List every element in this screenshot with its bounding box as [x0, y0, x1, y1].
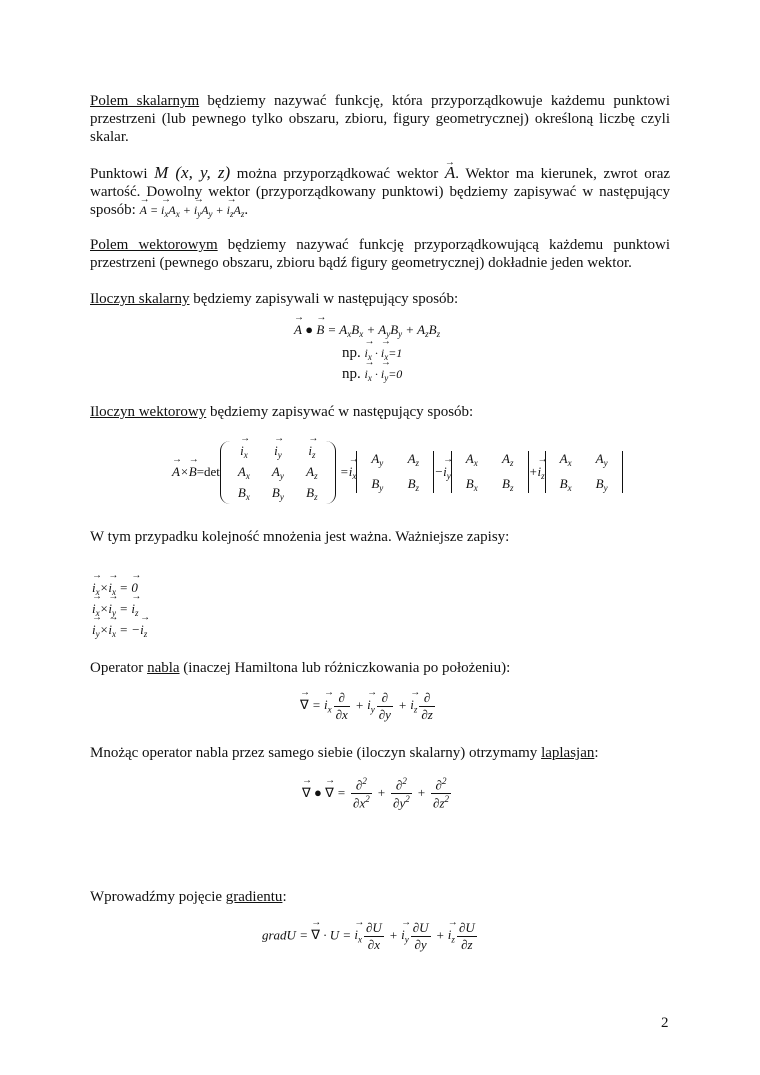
point-m: M (x, y, z) [154, 163, 231, 182]
dot-product-formula: → A ● → $B = A_xB_x + A_yB_y + A_zB_z$ [294, 322, 440, 339]
dot-product-term: Iloczyn skalarny [90, 291, 190, 307]
nabla-paragraph [90, 659, 670, 677]
det-label: =det [196, 464, 220, 479]
p8-a: Mnożąc operator nabla przez samego siebie (iloczyn skalarny) otrzymamy [90, 745, 542, 761]
p9-b: : [282, 889, 287, 905]
minor-y: $A_x$ $A_z$ $B_x$ $B_z$ [451, 451, 529, 493]
dot-example-1: np. → $i_x$ · → $i_x=1$ [342, 345, 402, 362]
p7-a: Operator [90, 660, 148, 676]
dot-product-paragraph [90, 290, 670, 308]
vector-a: → A [445, 164, 455, 182]
p8-b: : [594, 745, 599, 761]
cross-product-paragraph [90, 403, 670, 421]
vector-field-text: będziemy nazywać funkcję przyporządkowującą każdemu punktowi przestrzeni (pewnego obszaru, zbioru bądź figury geometrycznej) dokładnie jeden wektor. [90, 237, 670, 271]
scalar-field-text: będziemy nazywać funkcję, która przyporządkowuje każdemu punktowi przestrzeni (lub pewnego tylko obszaru, zbioru, figury geometrycznej) określoną liczbę czyli skalar. [90, 93, 670, 145]
p7-b: (inaczej Hamiltona lub różniczkowania po położeniu): [179, 660, 511, 676]
vector-paragraph: Punktowi M (x, y, z) można przyporządkować wektor → A. Wektor ma kierunek, zwrot oraz wartość. Dowolny wektor (przyporządkowany punktowi) będziemy zapisywać w następujący sposób: → A = → $i_xA_x$ + → $i_yA_y$ + → $i_zA_z$. [90, 164, 670, 223]
cross-product-term: Iloczyn wektorowy [90, 404, 207, 420]
vector-decomposition-formula: → A = → $i_xA_x$ + → $i_yA_y$ + → $i_zA_z$ [140, 203, 245, 217]
p9-a: Wprowadźmy pojęcie [90, 889, 226, 905]
minor-x: $A_y$ $A_z$ $B_y$ $B_z$ [356, 451, 434, 493]
gradient-formula: gradU = → ∇ · U = → $i_x$ $\frac{\partial U}{\partial x}$ + → $i_y$ $\frac{\partial U}{\partial y}$ + → $i_z$ $\frac{\partial U}{\partial z}$ [262, 920, 479, 953]
p2-b: można przyporządkować wektor [230, 166, 445, 182]
dot-product-text: będziemy zapisywali w następujący sposób: [189, 291, 459, 307]
laplacian-term: laplasjan [541, 745, 595, 761]
cross-identity-3: → $i_y\times\to i_x$ = −→ $i_z$ [92, 622, 147, 639]
vector-field-paragraph [90, 236, 670, 272]
cross-identity-2: → $i_x\times\to i_y$ = → $i_z$ [92, 601, 138, 618]
gradient-term: gradientu [225, 889, 283, 905]
laplacian-paragraph [90, 744, 670, 762]
p2-c: . Wektor ma kierunek, zwrot oraz wartość. Dowolny wektor (przyporządkowany punktowi) będziemy zapisywać w następujący sposób: [90, 166, 671, 218]
result-zero: =0 [388, 367, 403, 381]
vector-field-term: Polem wektorowym [90, 237, 218, 253]
np-label-2: np. [342, 366, 361, 382]
order-paragraph [90, 528, 670, 546]
cross-product-text: będziemy zapisywać w następujący sposób: [206, 404, 474, 420]
nabla-term: nabla [147, 660, 180, 676]
minor-z: $A_x$ $A_y$ $B_x$ $B_y$ [545, 451, 623, 493]
cross-product-formula: → A×→ B =det → $i_x$ → $i_y$ → $i_z$ $A_x$ $A_y$ $A_z$ $B_x$ $B_y$ $B_z$ =→ $i_x$ $A_y$ $A_z$ $B_y$ $B_z$ −→ $i_y$ $A_x$ $A_z$ $B_x$ $B_z$ +→ $i_z$ $A_x$ $A_y$ $B_x$ $B_y$ [172, 440, 623, 504]
dot-example-2: np. → $i_x$ · → $i_y=0$ [342, 366, 402, 383]
page-number: 2 [661, 1015, 669, 1031]
p2-a: Punktowi [90, 166, 155, 182]
gradient-paragraph [90, 888, 670, 906]
scalar-field-term: Polem skalarnym [90, 93, 200, 109]
np-label-1: np. [342, 345, 361, 361]
grad-lhs: gradU [262, 927, 296, 943]
cross-identity-1: → $i_x\times\to i_x$ = → 0 [92, 580, 138, 597]
nabla-formula: → ∇ = → $i_x$ $\frac{\partial}{\partial x}$ + → $i_y$ $\frac{\partial}{\partial y}$ + → $i_z$ $\frac{\partial}{\partial z}$ [300, 690, 437, 723]
order-text: W tym przypadku kolejność mnożenia jest ważna. Ważniejsze zapisy: [90, 529, 510, 545]
laplacian-formula: → ∇ ● → ∇ = $\frac{\partial^2}{\partial x^2}$ + $\frac{\partial^2}{\partial y^2}$ + $\frac{\partial^2}{\partial z^2}$ [302, 776, 453, 812]
determinant-matrix: → $i_x$ → $i_y$ → $i_z$ $A_x$ $A_y$ $A_z$ $B_x$ $B_y$ $B_z$ [220, 441, 336, 504]
result-one: =1 [388, 346, 403, 360]
scalar-field-paragraph [90, 92, 670, 146]
